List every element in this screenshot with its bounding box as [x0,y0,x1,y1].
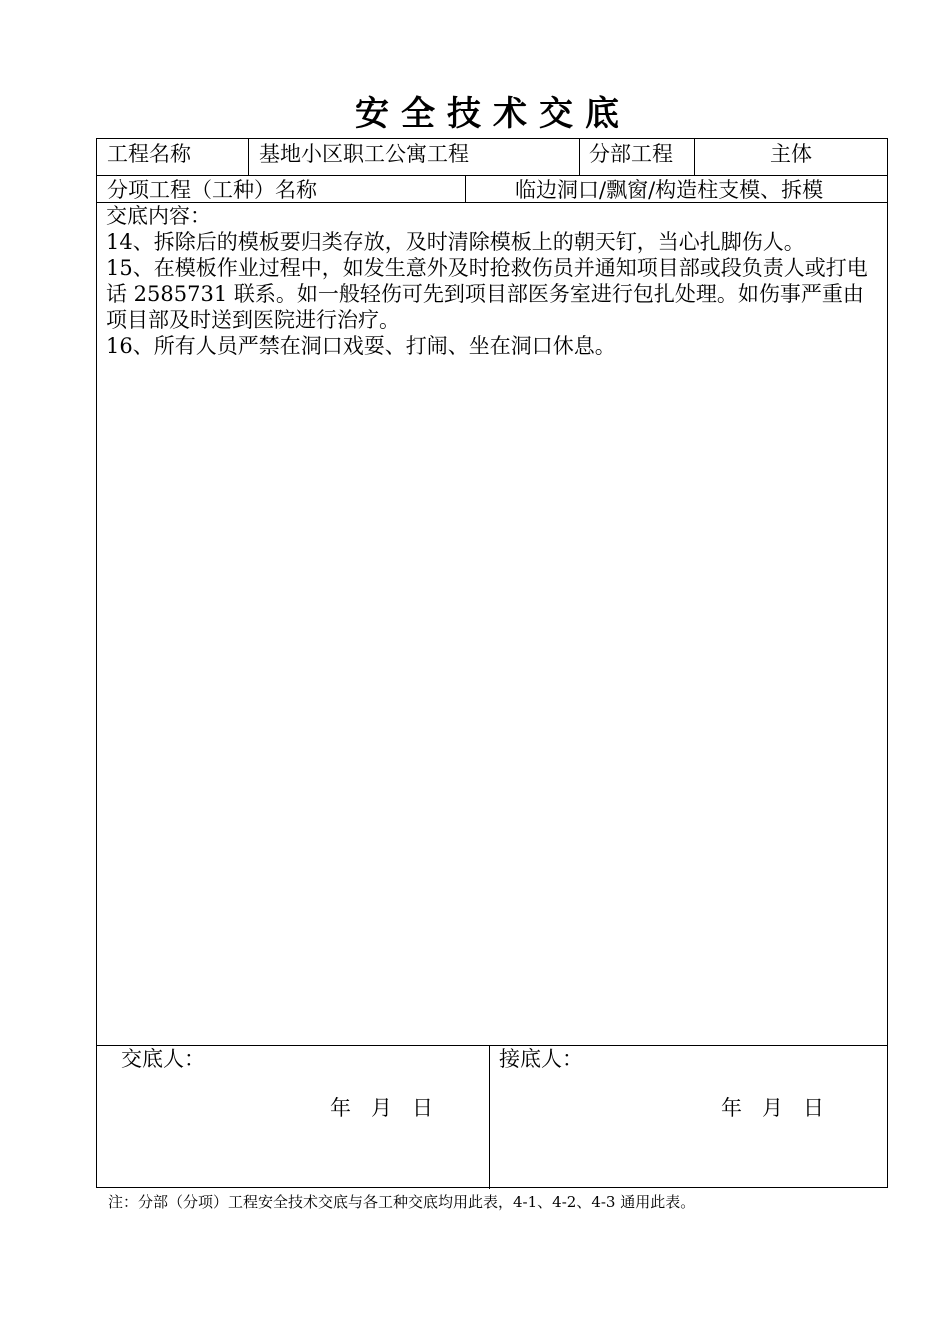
disclosure-content [106,203,882,359]
content-item: 15、在模板作业过程中，如发生意外及时抢救伤员并通知项目部或段负责人或打电话 2585731 联系。如一般轻伤可先到项目部医务室进行包扎处理。如伤事严重由项目部及时送到医院进行治疗。 [106,256,868,332]
project-name-label: 工程名称 [107,142,191,166]
receiver-label: 接底人： [499,1047,583,1071]
disclosure-form [96,138,888,1188]
row1-divider-1 [248,139,249,175]
footnote: 注：分部（分项）工程安全技术交底与各工种交底均用此表，4-1、4-2、4-3 通用此表。 [108,1193,696,1211]
content-item: 16、所有人员严禁在洞口戏耍、打闹、坐在洞口休息。 [106,334,616,358]
division-label: 分部工程 [589,142,673,166]
signature-divider [489,1045,490,1189]
subitem-value: 临边洞口/飘窗/构造柱支模、拆模 [515,178,824,202]
receiver-date: 年 月 日 [721,1096,825,1120]
project-name-value: 基地小区职工公寓工程 [259,142,469,166]
content-bottom-rule [97,1045,887,1046]
row2-divider [465,175,466,202]
row1-divider-2 [579,139,580,175]
page-title: 安全技术交底 [355,94,631,134]
subitem-label: 分项工程（工种）名称 [107,178,317,202]
content-heading: 交底内容： [106,204,211,228]
content-item: 14、拆除后的模板要归类存放，及时清除模板上的朝天钉，当心扎脚伤人。 [106,230,805,254]
division-value: 主体 [770,142,812,166]
giver-date: 年 月 日 [330,1096,434,1120]
giver-label: 交底人： [121,1047,205,1071]
